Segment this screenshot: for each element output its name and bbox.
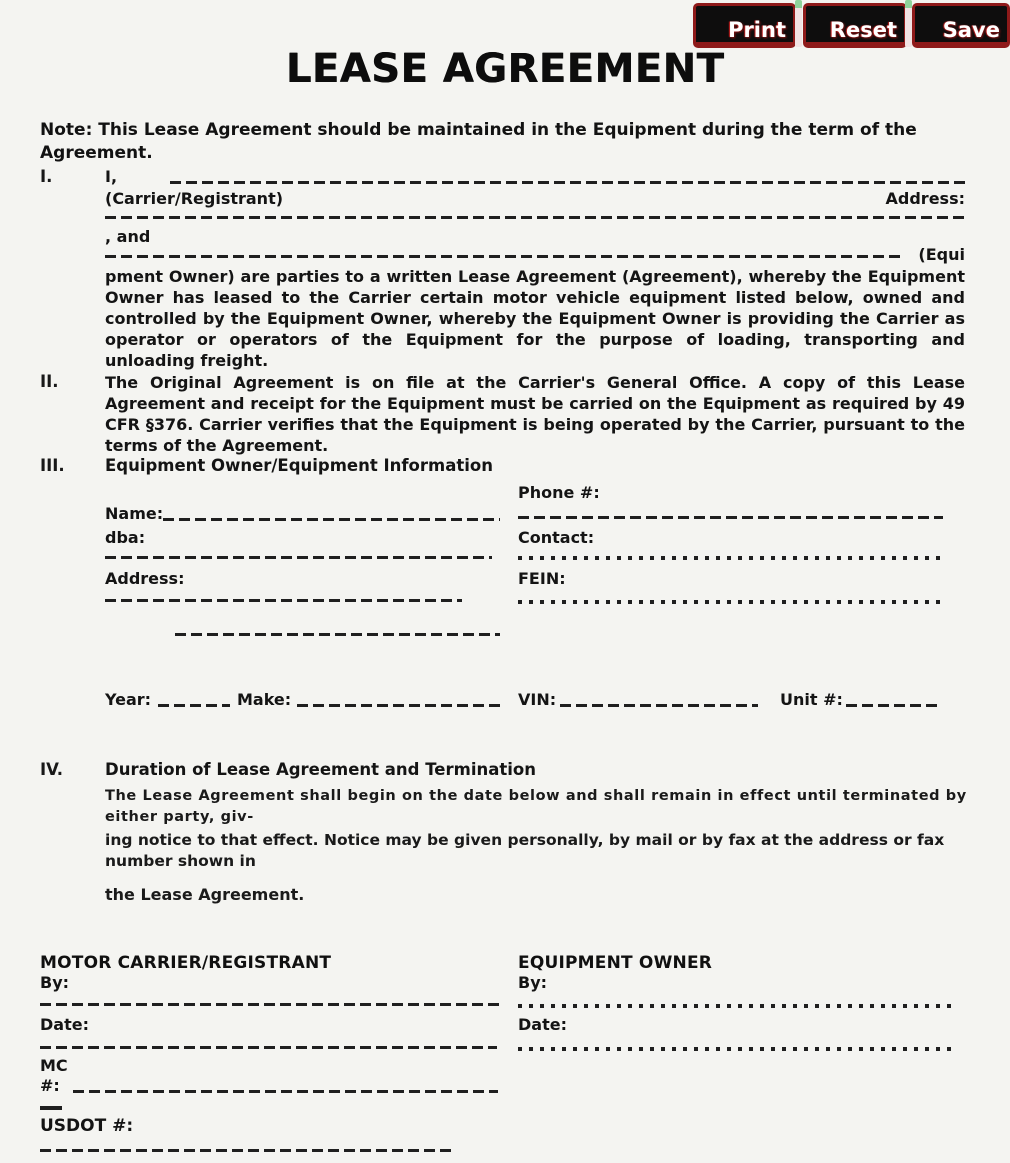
section-iv-heading: Duration of Lease Agreement and Termination [105,760,536,779]
vin-label: VIN: [518,690,557,709]
mc-number-fill-line[interactable] [73,1090,498,1093]
contact-label: Contact: [518,528,595,547]
section-iv-para1-line1: The Lease Agreement shall begin on the date below and shall remain in effect until terminated by [105,788,967,804]
equi-caption: (Equi [918,245,965,264]
carrier-by-label: By: [40,973,70,992]
make-fill-line[interactable] [297,704,500,707]
section-iv-para1-line2: either party, giv- [105,809,254,825]
usdot-number-fill-line[interactable] [40,1149,455,1152]
name-label: Name: [105,504,164,523]
dba-fill-line[interactable] [105,556,492,559]
section-i-lead-in: I, [105,167,118,186]
owner-by-fill-line[interactable] [518,1004,958,1008]
carrier-address-fill-line[interactable] [105,216,965,219]
section-ii-body: The Original Agreement is on file at the Carrier's General Office. A copy of this Lease Agreement and receipt for the Equipment must be carried on the Equipment as required by 49 CFR §376. Carrier verifies that the Equipment is being operated by the Carrier, pursuant to the terms of the Agreement. [105,373,965,455]
carrier-date-fill-line[interactable] [40,1046,497,1049]
address-label: Address: [885,189,965,208]
owner-date-label: Date: [518,1015,567,1034]
phone-label: Phone #: [518,483,600,502]
save-button[interactable]: Save [912,3,1010,48]
button-separator [795,0,802,47]
vin-fill-line[interactable] [560,704,758,707]
section-iii-heading: Equipment Owner/Equipment Information [105,456,493,475]
unit-number-label: Unit #: [780,690,843,709]
carrier-name-fill-line[interactable] [170,181,965,184]
section-iv-numeral: IV. [40,760,64,779]
mc-number-label: #: [40,1076,60,1095]
usdot-number-label: USDOT #: [40,1116,134,1136]
and-text: , and [105,227,151,246]
owner-date-fill-line[interactable] [518,1047,958,1051]
make-label: Make: [237,690,292,709]
fein-label: FEIN: [518,569,566,588]
print-button[interactable]: Print [693,3,796,48]
section-iv-para2-line2: number shown in [105,852,256,870]
section-iii-numeral: III. [40,456,65,475]
owner-address2-fill-line[interactable] [175,633,500,636]
section-iv-para2-line1: ing notice to that effect. Notice may be given personally, by mail or by fax at the address or fax [105,831,945,849]
note-text: Note: This Lease Agreement should be maintained in the Equipment during the term of the Agreement. [40,120,917,163]
owner-address-label: Address: [105,569,185,588]
motor-carrier-heading: MOTOR CARRIER/REGISTRANT [40,953,332,973]
page-title: LEASE AGREEMENT [285,46,725,92]
phone-fill-line[interactable] [518,516,943,519]
carrier-date-label: Date: [40,1015,89,1034]
section-i-body: pment Owner) are parties to a written Lease Agreement (Agreement), whereby the Equipment Owner has leased to the Carrier certain motor vehicle equipment listed below, owned and controlled by the Equipment Owner, whereby the Equipment Owner is providing the Carrier as operator or operators of the Equipment for the purpose of loading, transporting and unloading freight. [105,267,965,370]
reset-button[interactable]: Reset [803,3,907,48]
carrier-registrant-caption: (Carrier/Registrant) [105,189,284,208]
section-i-numeral: I. [40,167,53,186]
equipment-owner-fill-line[interactable] [105,255,901,258]
usdot-overline [40,1106,62,1110]
fein-fill-line[interactable] [518,600,943,604]
dba-label: dba: [105,528,146,547]
year-fill-line[interactable] [158,704,230,707]
carrier-by-fill-line[interactable] [40,1003,500,1006]
section-ii-numeral: II. [40,372,59,391]
owner-by-label: By: [518,973,548,992]
section-iv-para3: the Lease Agreement. [105,885,305,904]
mc-label: MC [40,1056,68,1075]
unit-number-fill-line[interactable] [846,704,941,707]
owner-address-fill-line[interactable] [105,599,462,602]
button-separator [905,0,912,47]
contact-fill-line[interactable] [518,556,943,560]
equipment-owner-heading: EQUIPMENT OWNER [518,953,713,973]
name-fill-line[interactable] [163,518,500,521]
year-label: Year: [105,690,152,709]
